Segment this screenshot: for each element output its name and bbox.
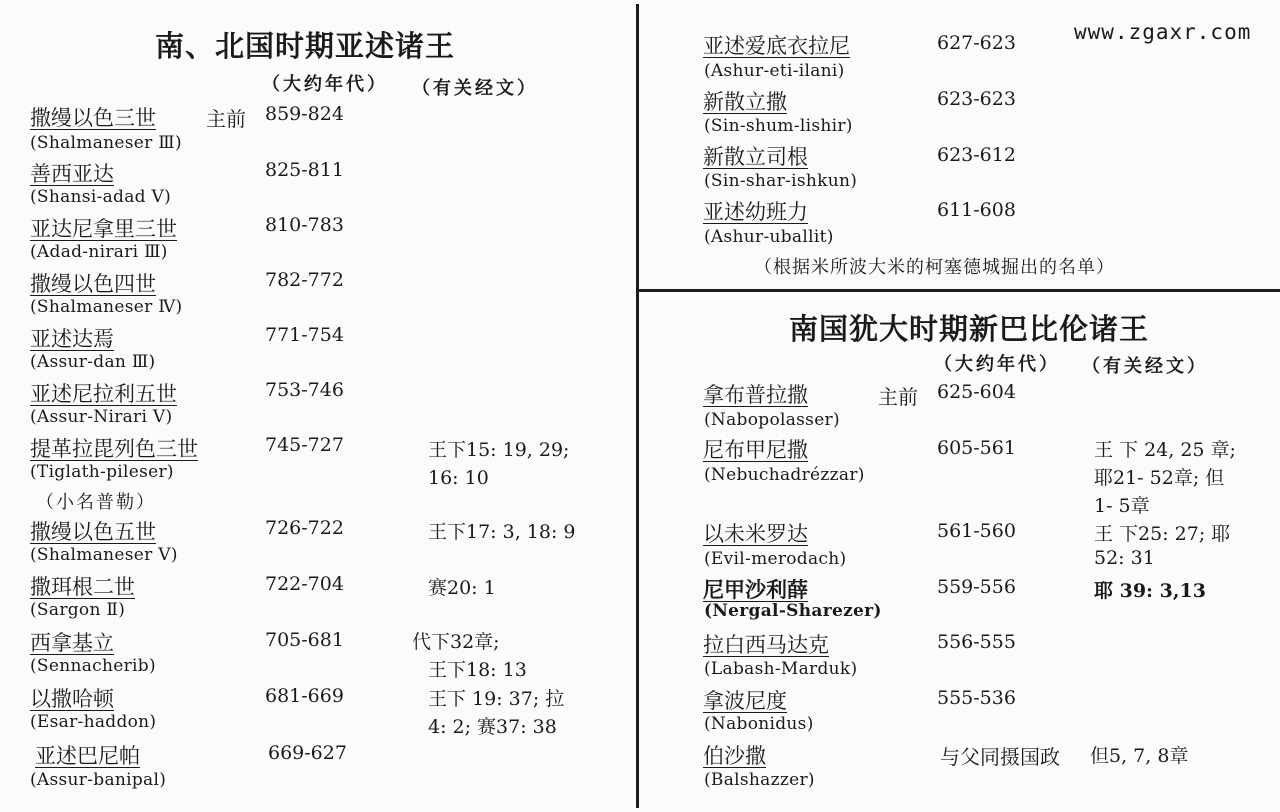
right-title: 南国犹大时期新巴比伦诸王 — [789, 312, 1150, 346]
king-name-zh: 伯沙撒 — [703, 744, 766, 768]
king-name-en: (Shalmaneser Ⅴ) — [30, 545, 178, 565]
scripture-ref: 王下 19: 37; 拉 — [428, 688, 565, 710]
left-era-prefix: 主前 — [206, 107, 246, 131]
king-years: 825-811 — [265, 159, 344, 181]
king-years: 669-627 — [268, 742, 347, 764]
king-years: 561-560 — [937, 520, 1016, 542]
right-column-header-years: （大约年代） — [934, 354, 1060, 375]
king-name-en: (Nergal-Sharezer) — [704, 601, 882, 621]
king-years: 726-722 — [265, 517, 344, 539]
king-name-zh: 亚述尼拉利五世 — [30, 382, 177, 406]
king-name-en: (Sennacherib) — [30, 656, 156, 676]
king-name-en: (Ashur-eti-ilani) — [704, 61, 845, 81]
king-name-en: (Sin-shum-lishir) — [704, 116, 853, 136]
king-name-zh: 亚述巴尼帕 — [35, 744, 140, 768]
king-years: 623-612 — [937, 144, 1016, 166]
king-years: 681-669 — [265, 685, 344, 707]
king-name-zh: 亚述爱底衣拉尼 — [703, 34, 850, 58]
king-name-en: (Shalmaneser Ⅳ) — [30, 297, 183, 317]
king-years: 与父同摄国政 — [940, 745, 1060, 769]
king-name-zh: 提革拉毘列色三世 — [30, 437, 198, 461]
king-nickname: （小名普勒） — [36, 492, 156, 513]
king-name-zh: 亚述幼班力 — [703, 200, 808, 224]
left-column-header-refs: （有关经文） — [412, 78, 538, 99]
king-years: 859-824 — [265, 103, 344, 125]
scripture-ref: 王下18: 13 — [428, 659, 527, 681]
king-years: 810-783 — [265, 214, 344, 236]
scripture-ref: 王下15: 19, 29; — [428, 439, 570, 461]
king-name-en: (Balshazzer) — [704, 770, 815, 790]
right-era-prefix: 主前 — [878, 385, 918, 409]
king-name-en: (Esar-haddon) — [30, 712, 157, 732]
king-name-zh: 拉白西马达克 — [703, 633, 829, 657]
scripture-ref: 赛20: 1 — [428, 577, 496, 599]
king-years: 623-623 — [937, 88, 1016, 110]
king-name-en: (Ashur-uballit) — [704, 227, 834, 247]
king-name-zh: 新散立撒 — [703, 90, 787, 114]
king-years: 782-772 — [265, 269, 344, 291]
vertical-divider — [636, 4, 639, 808]
scripture-ref: 52: 31 — [1094, 547, 1155, 569]
king-name-en: (Assur-dan Ⅲ) — [30, 352, 156, 372]
king-name-zh: 以未米罗达 — [703, 522, 808, 546]
king-name-zh: 亚述达焉 — [30, 327, 114, 351]
scripture-ref: 王 下 24, 25 章; — [1094, 439, 1236, 461]
scripture-ref: 4: 2; 赛37: 38 — [428, 716, 557, 738]
king-name-en: (Evil-merodach) — [704, 549, 847, 569]
king-name-zh: 撒珥根二世 — [30, 575, 135, 599]
king-name-zh: 新散立司根 — [703, 145, 808, 169]
king-name-en: (Tiglath-pileser) — [30, 462, 174, 482]
king-name-en: (Adad-nirari Ⅲ) — [30, 242, 168, 262]
king-name-zh: 西拿基立 — [30, 631, 114, 655]
watermark: www.zgaxr.com — [1074, 20, 1252, 44]
king-years: 722-704 — [265, 573, 344, 595]
king-years: 556-555 — [937, 631, 1016, 653]
king-years: 605-561 — [937, 437, 1016, 459]
king-name-zh: 撒缦以色三世 — [30, 106, 156, 130]
king-years: 753-746 — [265, 379, 344, 401]
king-name-en: (Nebuchadrézzar) — [704, 465, 865, 485]
scripture-ref: 1- 5章 — [1094, 495, 1150, 517]
king-name-zh: 撒缦以色五世 — [30, 520, 156, 544]
king-name-zh: 以撒哈顿 — [30, 687, 114, 711]
left-column-header-years: （大约年代） — [262, 74, 388, 95]
king-years: 555-536 — [937, 687, 1016, 709]
king-years: 745-727 — [265, 434, 344, 456]
king-name-zh: 拿布普拉撒 — [703, 383, 808, 407]
king-name-en: (Shalmaneser Ⅲ) — [30, 133, 182, 153]
king-years: 705-681 — [265, 629, 344, 651]
king-name-en: (Nabopolasser) — [704, 410, 840, 430]
king-name-zh: 亚达尼拿里三世 — [30, 217, 177, 241]
king-name-en: (Nabonidus) — [704, 714, 814, 734]
king-name-en: (Assur-banipal) — [30, 770, 167, 790]
king-name-en: (Labash-Marduk) — [704, 659, 858, 679]
king-years: 627-623 — [937, 32, 1016, 54]
king-name-zh: 尼甲沙利薛 — [703, 577, 808, 602]
king-name-zh: 拿波尼度 — [703, 689, 787, 713]
horizontal-divider — [636, 289, 1280, 292]
left-title: 南、北国时期亚述诸王 — [155, 29, 456, 63]
scripture-ref: 16: 10 — [428, 467, 489, 489]
king-years: 771-754 — [265, 324, 344, 346]
scripture-ref: 王下17: 3, 18: 9 — [428, 521, 576, 543]
king-years: 625-604 — [937, 381, 1016, 403]
scripture-ref: 王 下25: 27; 耶 — [1094, 523, 1231, 545]
source-note: （根据米所波大米的柯塞德城掘出的名单） — [754, 257, 1115, 278]
scripture-ref: 耶 39: 3,13 — [1094, 580, 1206, 602]
king-name-en: (Assur-Nirari Ⅴ) — [30, 407, 173, 427]
king-years: 559-556 — [937, 576, 1016, 598]
king-name-en: (Sin-shar-ishkun) — [704, 171, 858, 191]
king-name-zh: 尼布甲尼撒 — [703, 438, 808, 462]
scripture-ref: 但5, 7, 8章 — [1090, 745, 1189, 767]
king-name-zh: 撒缦以色四世 — [30, 272, 156, 296]
right-column-header-refs: （有关经文） — [1082, 356, 1208, 377]
scripture-ref: 耶21- 52章; 但 — [1094, 467, 1225, 489]
king-name-en: (Sargon Ⅱ) — [30, 600, 126, 620]
king-name-en: (Shansi-adad Ⅴ) — [30, 187, 172, 207]
king-name-zh: 善西亚达 — [30, 162, 114, 186]
king-years: 611-608 — [937, 199, 1016, 221]
scripture-ref: 代下32章; — [412, 631, 500, 653]
